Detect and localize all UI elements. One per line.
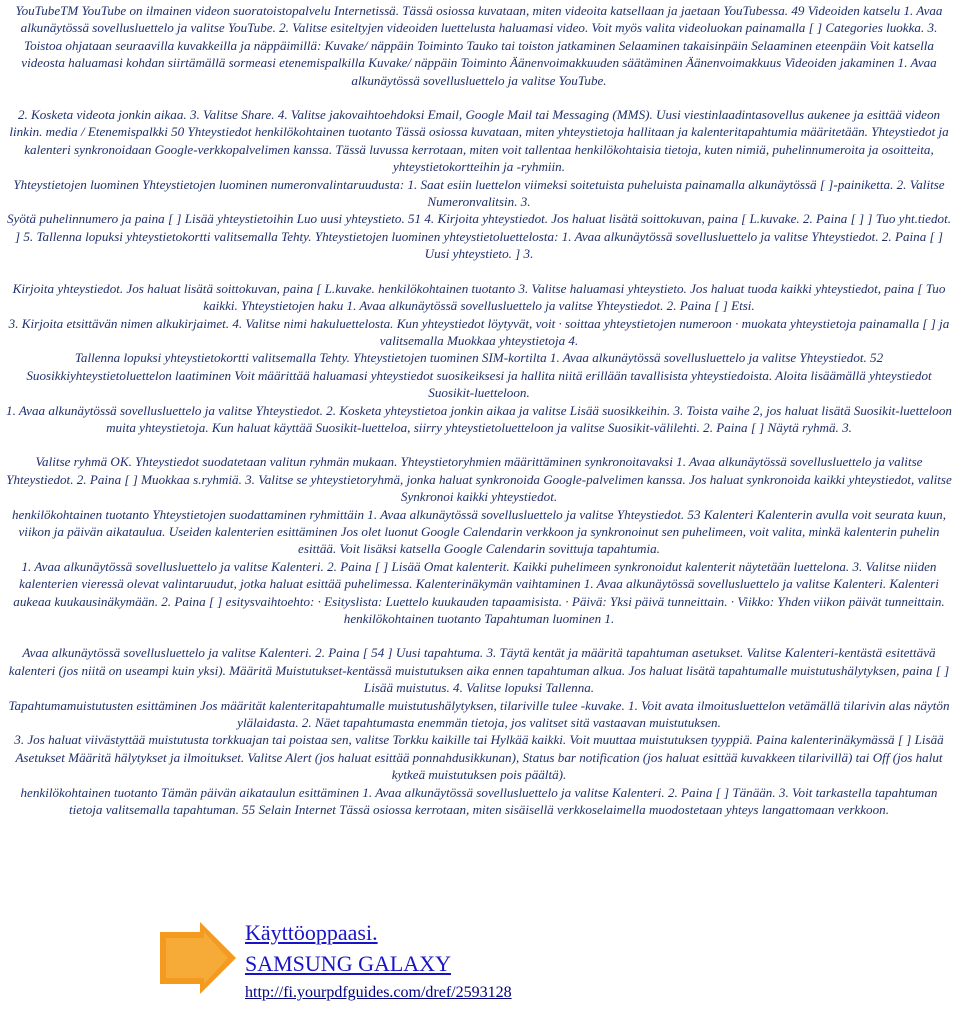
download-arrow-icon [158,920,238,1000]
paragraph-5: Kirjoita yhteystiedot. Jos haluat lisätä soittokuvan, paina [ L.kuvake. henkilökohtainen tuotanto 3. Valitse haluamasi yhteystieto. Jos haluat tuoda kaikki yhteystiedot, paina [ Tuo kaikki. Yhteystietojen haku 1. Avaa alkunäytössä sovellusluettelo ja valitse Yhteystiedot. 2. Paina [ ] Etsi. [12,280,946,314]
paragraph-3: Yhteystietojen luominen Yhteystietojen luominen numeronvalintaruudusta: 1. Saat esiin luettelon viimeksi soitetuista puheluista painamalla alkunäytössä [ ]-painiketta. 2. Valitse Numeronvalitsin. 3. [13,176,945,210]
paragraph-6: 3. Kirjoita etsittävän nimen alkukirjaimet. 4. Valitse nimi hakuluettelosta. Kun yhteystiedot löytyvät, voit · soittaa yhteystietojen numeroon · muokata yhteystietoja painamalla [ ] ja valitsemalla Muokkaa yhteystietoja 4. [8,315,950,348]
paragraph-9: Valitse ryhmä OK. Yhteystiedot suodatetaan valitun ryhmän mukaan. Yhteystietoryhmien määrittäminen synkronoitavaksi 1. Avaa alkunäytössä sovellusluettelo ja valitse Yhteystiedot. 2. Paina [ ] Muokkaa s.ryhmiä. 3. Valitse se yhteystietoryhmä, jonka haluat synkronoida Google-palvelimen kanssa. Jos haluat synkronoida kaikki yhteystiedot, valitse Synkronoi kaikki yhteystiedot. [6,454,952,505]
paragraph-15: henkilökohtainen tuotanto Tämän päivän aikataulun esittäminen 1. Avaa alkunäytössä sovellusluettelo ja valitse Kalenteri. 2. Paina [ ] Tänään. 3. Voit tarkastella tapahtuman tietoja valitsemalla tapahtuman. 55 Selain Internet Tässä osiossa kerrotaan, miten sisäisellä verkkoselaimella muodostetaan yhteys langattomaan verkkoon. [20,784,938,818]
paragraph-13: Tapahtumamuistutusten esittäminen Jos määrität kalenteritapahtumalle muistutushälytyksen, tilariville tulee -kuvake. 1. Voit avata ilmoitusluettelon vetämällä tilarivin alas näytön ylälaidasta. 2. Näet tapahtumasta enemmän tietoja, jos valitset sitä vastaavan muistutuksen. [8,697,950,731]
paragraph-2: 2. Kosketa videota jonkin aikaa. 3. Valitse Share. 4. Valitse jakovaihtoehdoksi Email, Google Mail tai Messaging (MMS). Uusi viestinlaadintasovellus aukenee ja esittää videon linkin. media / Etenemispalkki 50 Yhteystiedot henkilökohtainen tuotanto Tässä osiossa kuvataan, miten yhteystietoja hallitaan ja kalenteritapahtumia määritetään. Yhteystiedot ja kalenteri synkronoidaan Google-verkkopalvelimen kanssa. Tässä luvussa kerrotaan, miten voit tallentaa henkilökohtaisia tietoja, kuten nimiä, puhelinnumeroita ja osoitteita, yhteystietokortteihin ja -ryhmiin. [9,107,949,175]
paragraph-12: Avaa alkunäytössä sovellusluettelo ja valitse Kalenteri. 2. Paina [ 54 ] Uusi tapahtuma. 3. Täytä kentät ja määritä tapahtuman asetukset. Valitse Kalenteri-kentästä esitettävä kalenteri (jos niitä on useampi kuin yksi). Määritä Muistutukset-kentässä muistutuksen aika ennen tapahtuman alkua. Jos haluat lisätä tapahtumalle muistutushälytyksen, paina [ ] Lisää muistutus. 4. Valitse lopuksi Tallenna. [8,645,950,696]
paragraph-4: Syötä puhelinnumero ja paina [ ] Lisää yhteystietoihin Luo uusi yhteystieto. 51 4. Kirjoita yhteystiedot. Jos haluat lisätä soittokuvan, paina [ L.kuvake. 2. Paina [ ] ] Tuo yht.tiedot. ] 5. Tallenna lopuksi yhteystietokortti valitsemalla Tehty. Yhteystietojen luominen yhteystietoluettelosta: 1. Avaa alkunäytössä sovellusluettelo ja valitse Yhteystiedot. 2. Paina [ ] Uusi yhteystieto. ] 3. [6,211,951,262]
product-link[interactable]: SAMSUNG GALAXY [245,951,451,976]
paragraph-gap [6,627,952,644]
paragraph-10: henkilökohtainen tuotanto Yhteystietojen suodattaminen ryhmittäin 1. Avaa alkunäytössä sovellusluettelo ja valitse Yhteystiedot. 53 Kalenteri Kalenterin avulla voit seurata kuun, viikon ja päivän aikataulua. Useiden kalenterien esittäminen Jos olet luonut Google Calendarin verkkoon ja synkronoinut sen puhelimeen, voit valita, minkä kalenterin puhelin esittää. Voit lisäksi katsella Google Calendarin sovittuja tapahtumia. [11,506,947,557]
paragraph-11: 1. Avaa alkunäytössä sovellusluettelo ja valitse Kalenteri. 2. Paina [ ] Lisää Omat kalenterit. Kaikki puhelimeen synkronoidut kalenterit näytetään luettelona. 3. Valitse niiden kalenterien vieressä olevat valintaruudut, jotka haluat esittää puhelimessa. Kalenterinäkymän vaihtaminen 1. Avaa alkunäytössä sovellusluettelo ja valitse Kalenteri. Kalenteri aukeaa kuukausinäkymään. 2. Paina [ ] esitysvaihtoehto: · Esityslista: Luettelo kuukauden tapaamisista. · Päivä: Yksi päivä tunneittain. · Viikko: Yhden viikon päivät tunneittain. henkilökohtainen tuotanto Tapahtuman luominen 1. [13,558,945,626]
document-body [6,2,952,818]
url-link[interactable]: http://fi.yourpdfguides.com/dref/2593128 [245,984,512,1001]
paragraph-14: 3. Jos haluat viivästyttää muistutusta torkkuajan tai poistaa sen, valitse Torkku kaikille tai Hylkää kaikki. Voit muuttaa muistutuksen tyyppiä. Paina kalenterinäkymässä [ ] Lisää Asetukset Määritä hälytykset ja ilmoitukset. Valitse Alert (jos haluat esittää ponnahdusikkunan), Status bar notification (jos haluat esittää kuvakkeen tilarivillä) tai Off (jos halut kytkeä muistutuksen pois päältä). [14,732,944,783]
paragraph-gap [6,436,952,453]
paragraph-1: YouTubeTM YouTube on ilmainen videon suoratoistopalvelu Internetissä. Tässä osiossa kuvataan, miten videoita katsellaan ja jaetaan YouTubessa. 49 Videoiden katselu 1. Avaa alkunäytössä sovellusluettelo ja valitse YouTube. 2. Valitse esiteltyjen videoiden luettelusta haluamasi video. Voit myös valita videoluokan painamalla [ ] Categories luokka. 3. Toistoa ohjataan seuraavilla kuvakkeilla ja näppäimillä: Kuvake/ näppäin Toiminto Tauko tai toiston jatkaminen Selaaminen takaisinpäin Selaaminen eteenpäin Voit katsella videosta haluamasi kohdan siirtämällä sormeasi etenemispalkilla Kuvake/ näppäin Toiminto Äänenvoimakkuuden säätäminen Äänenvoimakkuus Videoiden jakaminen 1. Avaa alkunäytössä sovellusluettelo ja valitse YouTube. [15,3,943,88]
paragraph-gap [6,89,952,106]
paragraph-gap [6,263,952,280]
footer [158,918,718,1010]
paragraph-7: Tallenna lopuksi yhteystietokortti valitsemalla Tehty. Yhteystietojen tuominen SIM-kortilta 1. Avaa alkunäytössä sovellusluettelo ja valitse Yhteystiedot. 52 Suosikkiyhteystietoluettelon laatiminen Voit määrittää haluamasi yhteystiedot suosikeiksesi ja hallita niitä erillään tavallisista yhteystiedoista. Aloita lisäämällä yhteystiedot Suosikit-luetteloon. [26,350,932,401]
paragraph-8: 1. Avaa alkunäytössä sovellusluettelo ja valitse Yhteystiedot. 2. Kosketa yhteystietoa jonkin aikaa ja valitse Lisää suosikkeihin. 3. Toista vaihe 2, jos haluat lisätä Suosikit-luetteloon muita yhteystietoja. Kun haluat käyttää Suosikit-luetteloa, siirry yhteystietoluetteloon ja valitse Suosikit-välilehti. 2. Paina [ ] Näytä ryhmä. 3. [6,402,952,435]
footer-links [245,918,512,1006]
manual-link[interactable]: Käyttöoppaasi. [245,920,378,945]
